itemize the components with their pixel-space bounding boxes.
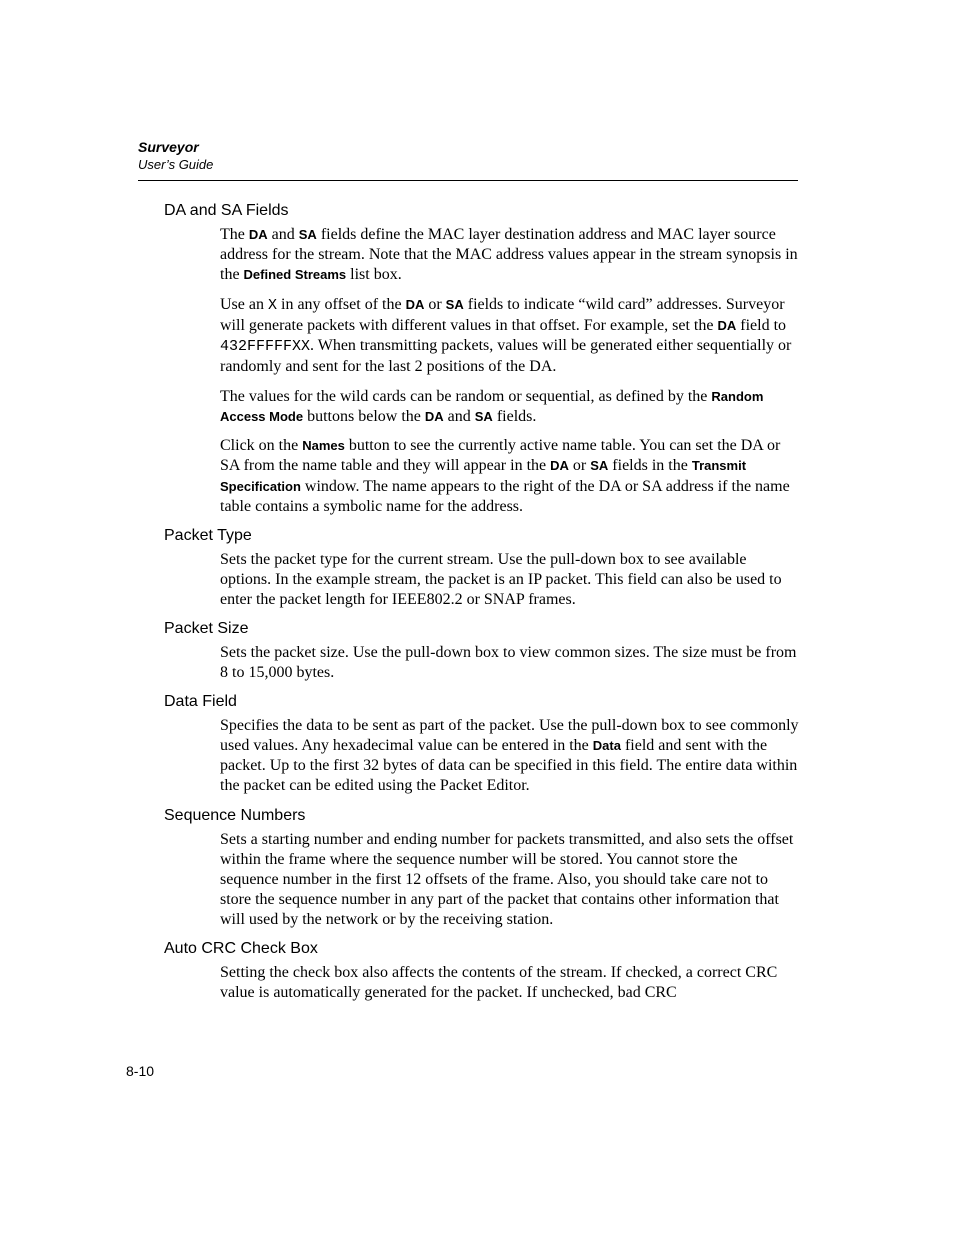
section-body bbox=[164, 716, 800, 796]
paragraph: Use an X in any offset of the DA or SA fields to indicate “wild card” addresses. Surveyor will generate packets with different values in that offset. For example, set the DA field to 432FFFFFXX. When transmitting packets, values will be generated either sequentially or randomly and sent for the last 2 positions of the DA. bbox=[220, 295, 792, 376]
section-body bbox=[164, 225, 800, 517]
running-header-title: Surveyor bbox=[138, 139, 199, 155]
section-sequence-numbers bbox=[164, 806, 804, 930]
section-heading: Packet Type bbox=[164, 526, 252, 544]
section-heading: Sequence Numbers bbox=[164, 806, 306, 824]
paragraph: Sets a starting number and ending number for packets transmitted, and also sets the offset within the frame where the sequence number will be stored. You cannot store the sequence number in the first 12 offsets of the frame. Also, you should take care not to store the sequence number in any part of the packet that contains other information that will used by the network or by the receiving station. bbox=[220, 830, 794, 928]
section-heading: Packet Size bbox=[164, 620, 249, 637]
paragraph: Click on the Names button to see the currently active name table. You can set the DA or SA from the name table and they will appear in the DA or SA fields in the Transmit Specification window. The name appears to the right of the DA or SA address if the name table contains a symbolic name for the address. bbox=[220, 437, 790, 515]
ui-term-sa: SA bbox=[474, 408, 493, 424]
running-header-subtitle: User’s Guide bbox=[138, 157, 214, 172]
ui-term-defined-streams: Defined Streams bbox=[243, 267, 347, 283]
ui-term-sa: SA bbox=[590, 458, 609, 474]
section-data-field bbox=[164, 692, 804, 796]
ui-term-da: DA bbox=[405, 296, 425, 312]
section-body bbox=[164, 643, 800, 683]
ui-term-da: DA bbox=[717, 317, 737, 333]
paragraph: Setting the check box also affects the contents of the stream. If checked, a correct CRC value is automatically generated for the packet. If unchecked, bad CRC bbox=[220, 964, 778, 1002]
section-heading: Auto CRC Check Box bbox=[164, 940, 318, 958]
ui-term-data: Data bbox=[592, 738, 621, 754]
ui-term-sa: SA bbox=[298, 227, 317, 242]
ui-term-da: DA bbox=[424, 408, 444, 424]
page-number: 8-10 bbox=[126, 1063, 155, 1079]
section-body bbox=[164, 830, 800, 930]
ui-term-da: DA bbox=[248, 227, 268, 242]
section-packet-type bbox=[164, 526, 804, 610]
ui-term-da: DA bbox=[550, 458, 569, 474]
section-heading: Data Field bbox=[164, 693, 237, 711]
section-packet-size bbox=[164, 619, 804, 683]
ui-term-sa: SA bbox=[445, 296, 464, 312]
paragraph: Specifies the data to be sent as part of the packet. Use the pull-down box to see commonly used values. Any hexadecimal value can be entered in the Data field and sent with the packet. Up to the first 32 bytes of data can be specified in this field. The entire data within the packet can be edited using the Packet Editor. bbox=[220, 717, 799, 795]
code-address: 432FFFFFXX bbox=[220, 337, 311, 355]
page-content bbox=[164, 201, 804, 1012]
paragraph: The values for the wild cards can be random or sequential, as defined by the Random Access Mode buttons below the DA and SA fields. bbox=[220, 387, 764, 425]
ui-term-transmit-specification: Transmit Specification bbox=[220, 458, 747, 494]
ui-term-random-access-mode: Random Access Mode bbox=[220, 388, 764, 424]
section-body bbox=[164, 963, 800, 1003]
paragraph: Sets the packet type for the current stream. Use the pull-down box to see available options. In the example stream, the packet is an IP packet. This field can also be used to enter the packet length for IEEE802.2 or SNAP frames. bbox=[220, 550, 782, 608]
code-wildcard: X bbox=[267, 296, 277, 314]
section-heading: DA and SA Fields bbox=[164, 202, 289, 219]
section-body bbox=[164, 550, 800, 610]
paragraph: Sets the packet size. Use the pull-down box to view common sizes. The size must be from 8 to 15,000 bytes. bbox=[220, 644, 797, 682]
header-divider bbox=[138, 180, 798, 181]
ui-term-names: Names bbox=[302, 438, 345, 454]
section-da-sa-fields bbox=[164, 201, 804, 517]
section-auto-crc-check-box bbox=[164, 939, 804, 1003]
paragraph: The DA and SA fields define the MAC layer destination address and MAC layer source address for the stream. Note that the MAC address values appear in the stream synopsis in the Defined Streams list box. bbox=[220, 226, 798, 284]
